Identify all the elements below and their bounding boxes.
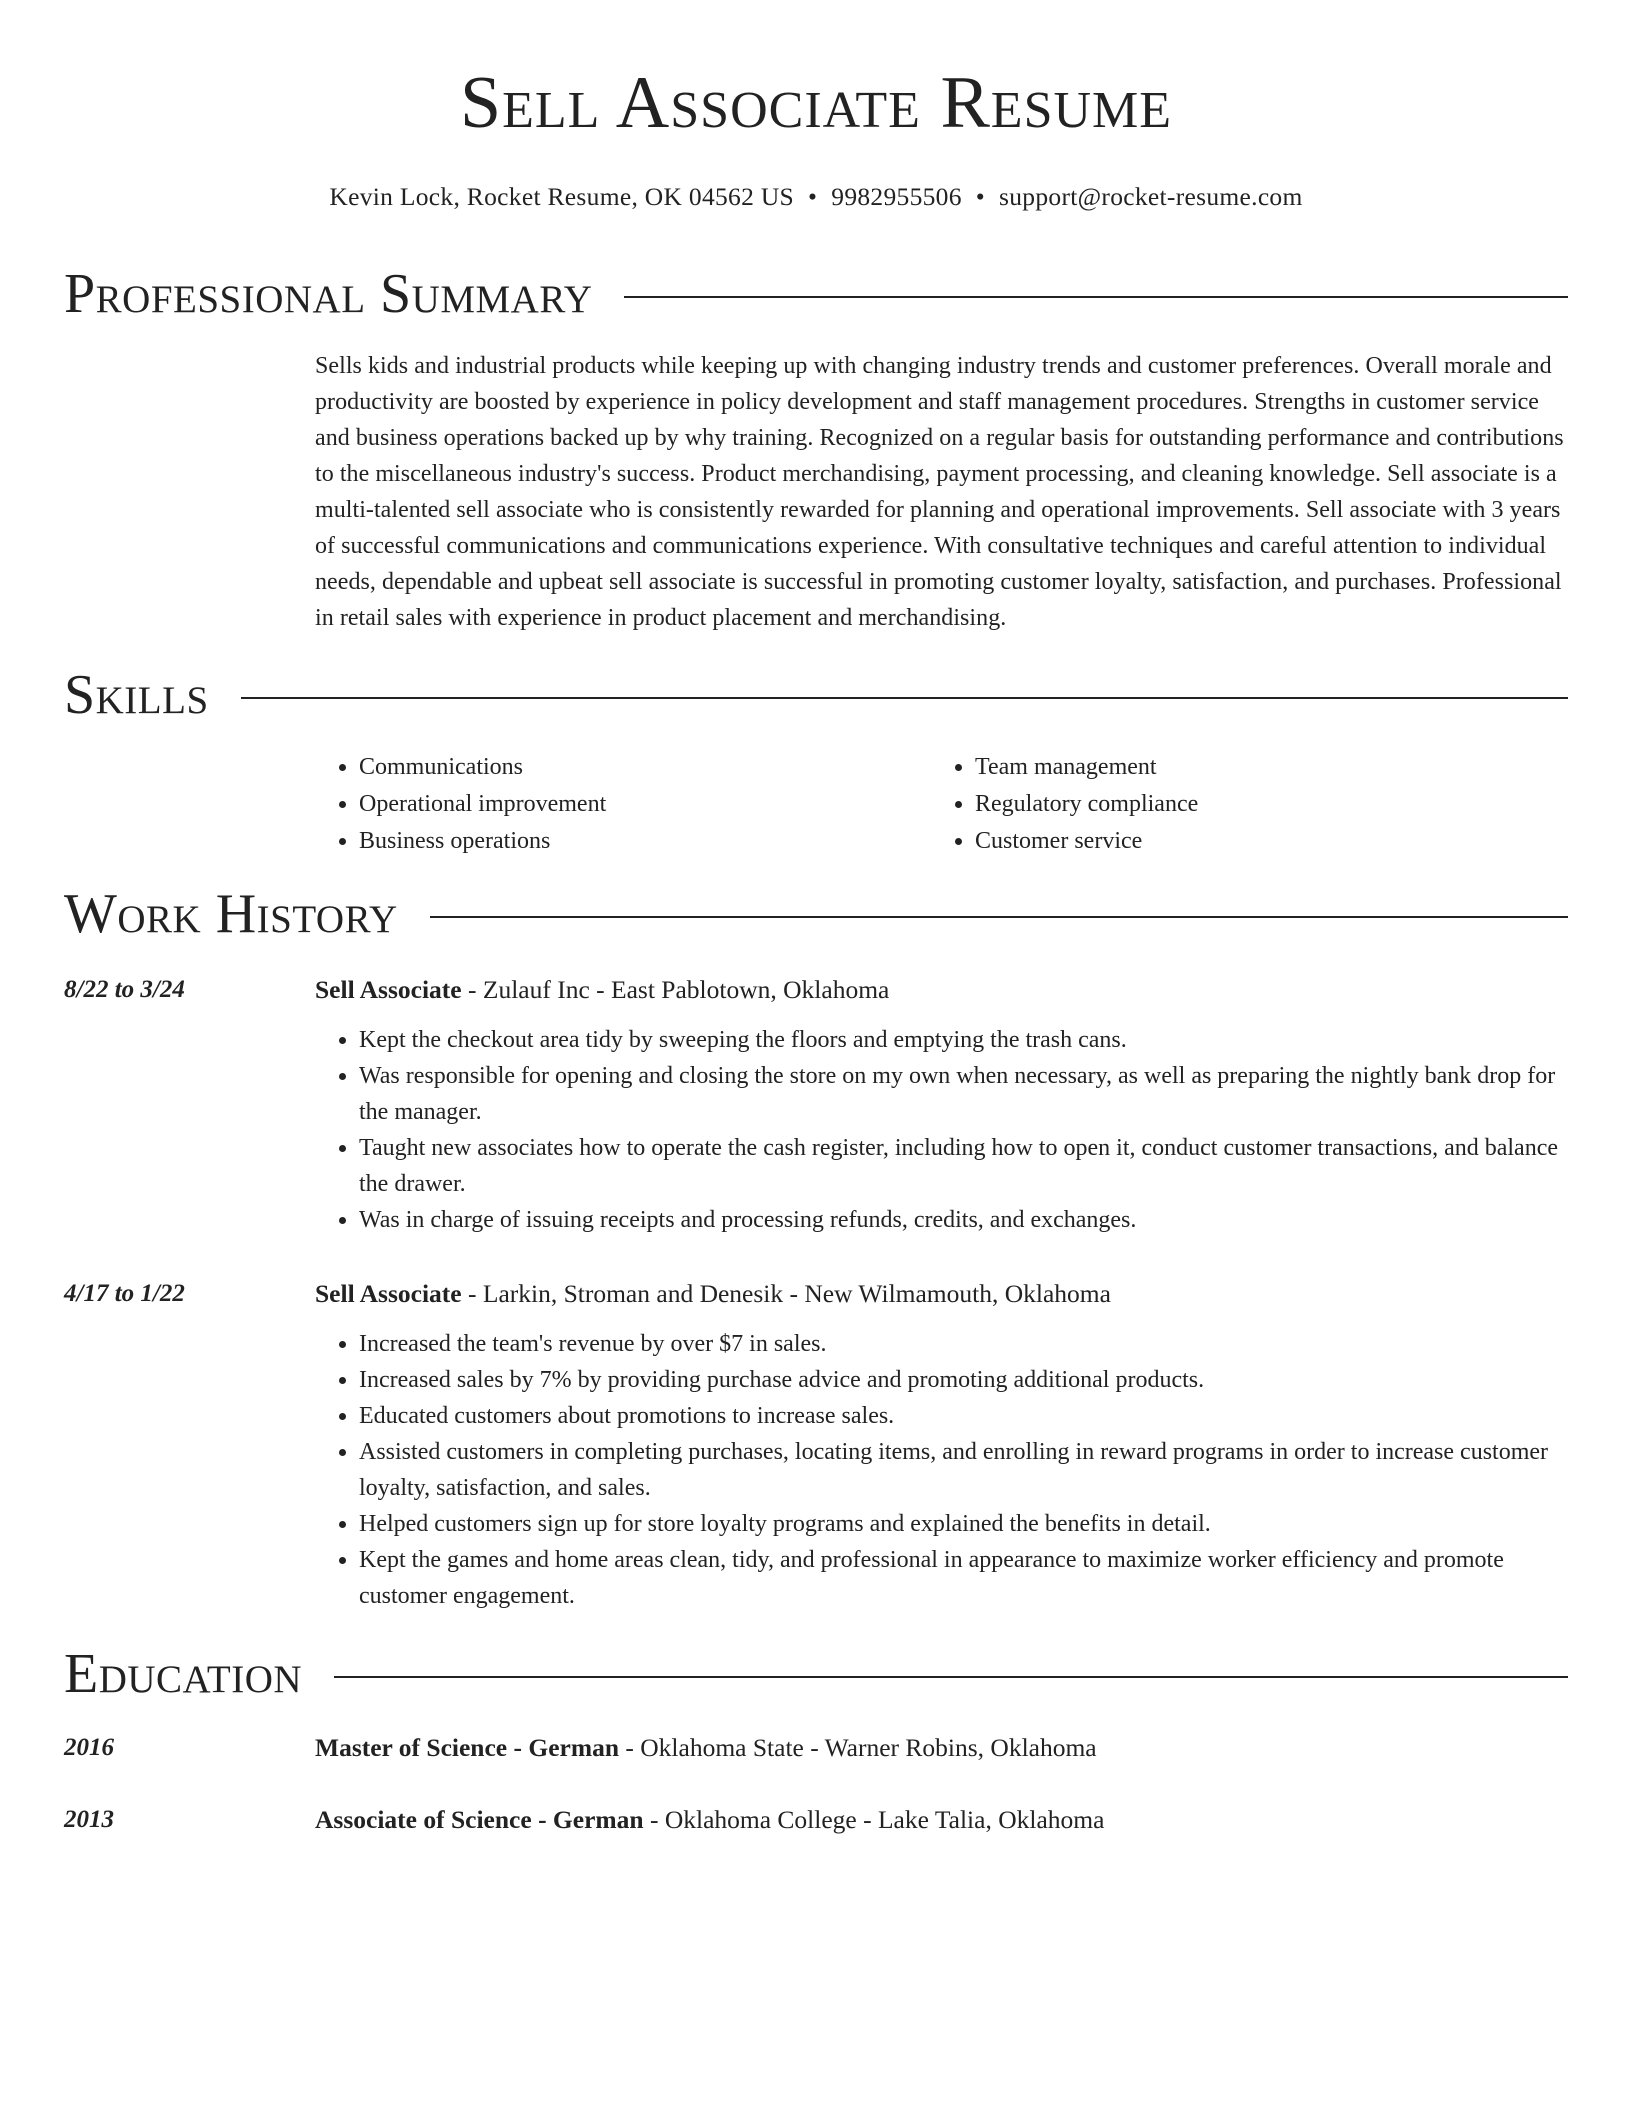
degree-title: Associate of Science - German (315, 1805, 644, 1834)
work-heading-line (315, 1276, 1568, 1312)
skills-list (315, 749, 1568, 860)
work-bullet: • Kept the games and home areas clean, tidy, and professional in appearance to maximize worker efficiency and promote customer engagement. (359, 1542, 1568, 1614)
work-date: 4/17 to 1/22 (64, 1280, 185, 1307)
work-bullet: • Educated customers about promotions to increase sales. (359, 1398, 1568, 1434)
section-divider (241, 697, 1568, 699)
education-year: 2016 (64, 1734, 114, 1761)
job-details: - Zulauf Inc - East Pablotown, Oklahoma (461, 975, 890, 1004)
work-date: 8/22 to 3/24 (64, 976, 185, 1003)
contact-phone: 9982955506 (831, 182, 962, 211)
skills-heading: Skills (64, 664, 209, 726)
skill-item: • Operational improvement (359, 786, 931, 823)
education-year: 2013 (64, 1806, 114, 1833)
skill-item: • Regulatory compliance (975, 786, 1547, 823)
education-entry (64, 1730, 1568, 1766)
contact-separator: • (975, 182, 986, 211)
education-heading-line (315, 1802, 1104, 1838)
job-details: - Larkin, Stroman and Denesik - New Wilmamouth, Oklahoma (461, 1279, 1111, 1308)
education-entry (64, 1802, 1568, 1838)
work-body (315, 972, 1568, 1238)
section-divider (430, 916, 1568, 918)
school-details: - Oklahoma College - Lake Talia, Oklahoma (643, 1805, 1105, 1834)
work-bullet: • Increased the team's revenue by over $7 in sales. (359, 1326, 1568, 1362)
work-heading: Work History (64, 883, 398, 945)
work-entry (64, 1276, 1568, 1614)
section-divider (624, 296, 1568, 298)
work-bullet: • Taught new associates how to operate the cash register, including how to open it, conduct customer transactions, and balance the drawer. (359, 1130, 1568, 1202)
summary-heading: Professional Summary (64, 263, 593, 325)
education-heading: Education (64, 1643, 303, 1705)
work-bullet: • Was in charge of issuing receipts and processing refunds, credits, and exchanges. (359, 1202, 1568, 1238)
resume-page (64, 0, 1568, 1838)
contact-address: Kevin Lock, Rocket Resume, OK 04562 US (329, 182, 795, 211)
education-section-header (64, 1642, 1568, 1706)
degree-title: Master of Science - German (315, 1733, 620, 1762)
skills-section-header (64, 663, 1568, 727)
work-bullet: • Helped customers sign up for store loyalty programs and explained the benefits in detail. (359, 1506, 1568, 1542)
work-bullets (315, 1022, 1568, 1238)
job-title: Sell Associate (315, 1279, 462, 1308)
skill-item: • Business operations (359, 823, 931, 860)
skill-item: • Communications (359, 749, 931, 786)
work-body (315, 1276, 1568, 1614)
summary-section-header (64, 262, 1568, 326)
school-details: - Oklahoma State - Warner Robins, Oklahoma (619, 1733, 1097, 1762)
contact-email: support@rocket-resume.com (999, 182, 1303, 211)
work-heading-line (315, 972, 1568, 1008)
job-title: Sell Associate (315, 975, 462, 1004)
work-bullet: • Assisted customers in completing purchases, locating items, and enrolling in reward programs in order to increase customer loyalty, satisfaction, and sales. (359, 1434, 1568, 1506)
section-divider (334, 1676, 1568, 1678)
skills-column-left (315, 749, 931, 860)
work-bullet: • Kept the checkout area tidy by sweeping the floors and emptying the trash cans. (359, 1022, 1568, 1058)
work-section-header (64, 882, 1568, 946)
skill-item: • Customer service (975, 823, 1547, 860)
work-bullets (315, 1326, 1568, 1614)
skill-item: • Team management (975, 749, 1547, 786)
education-heading-line (315, 1730, 1097, 1766)
work-bullet: • Was responsible for opening and closing the store on my own when necessary, as well as preparing the nightly bank drop for the manager. (359, 1058, 1568, 1130)
resume-title: Sell Associate Resume (459, 62, 1173, 144)
summary-text: Sells kids and industrial products while keeping up with changing industry trends and customer preferences. Overall morale and productivity are boosted by experience in policy development and staff management procedures. Strengths in customer service and business operations backed up by why training. Recognized on a regular basis for outstanding performance and contributions to the miscellaneous industry's success. Product merchandising, payment processing, and cleaning knowledge. Sell associate is a multi-talented sell associate who is consistently rewarded for planning and operational improvements. Sell associate with 3 years of successful communications and communications experience. With consultative techniques and careful attention to individual needs, dependable and upbeat sell associate is successful in promoting customer loyalty, satisfaction, and purchases. Professional in retail sales with experience in product placement and merchandising. (315, 353, 1564, 631)
contact-separator: • (808, 182, 818, 211)
work-entry (64, 972, 1568, 1238)
skills-column-right (931, 749, 1547, 860)
work-bullet: • Increased sales by 7% by providing purchase advice and promoting additional products. (359, 1362, 1568, 1398)
contact-line (64, 182, 1568, 212)
